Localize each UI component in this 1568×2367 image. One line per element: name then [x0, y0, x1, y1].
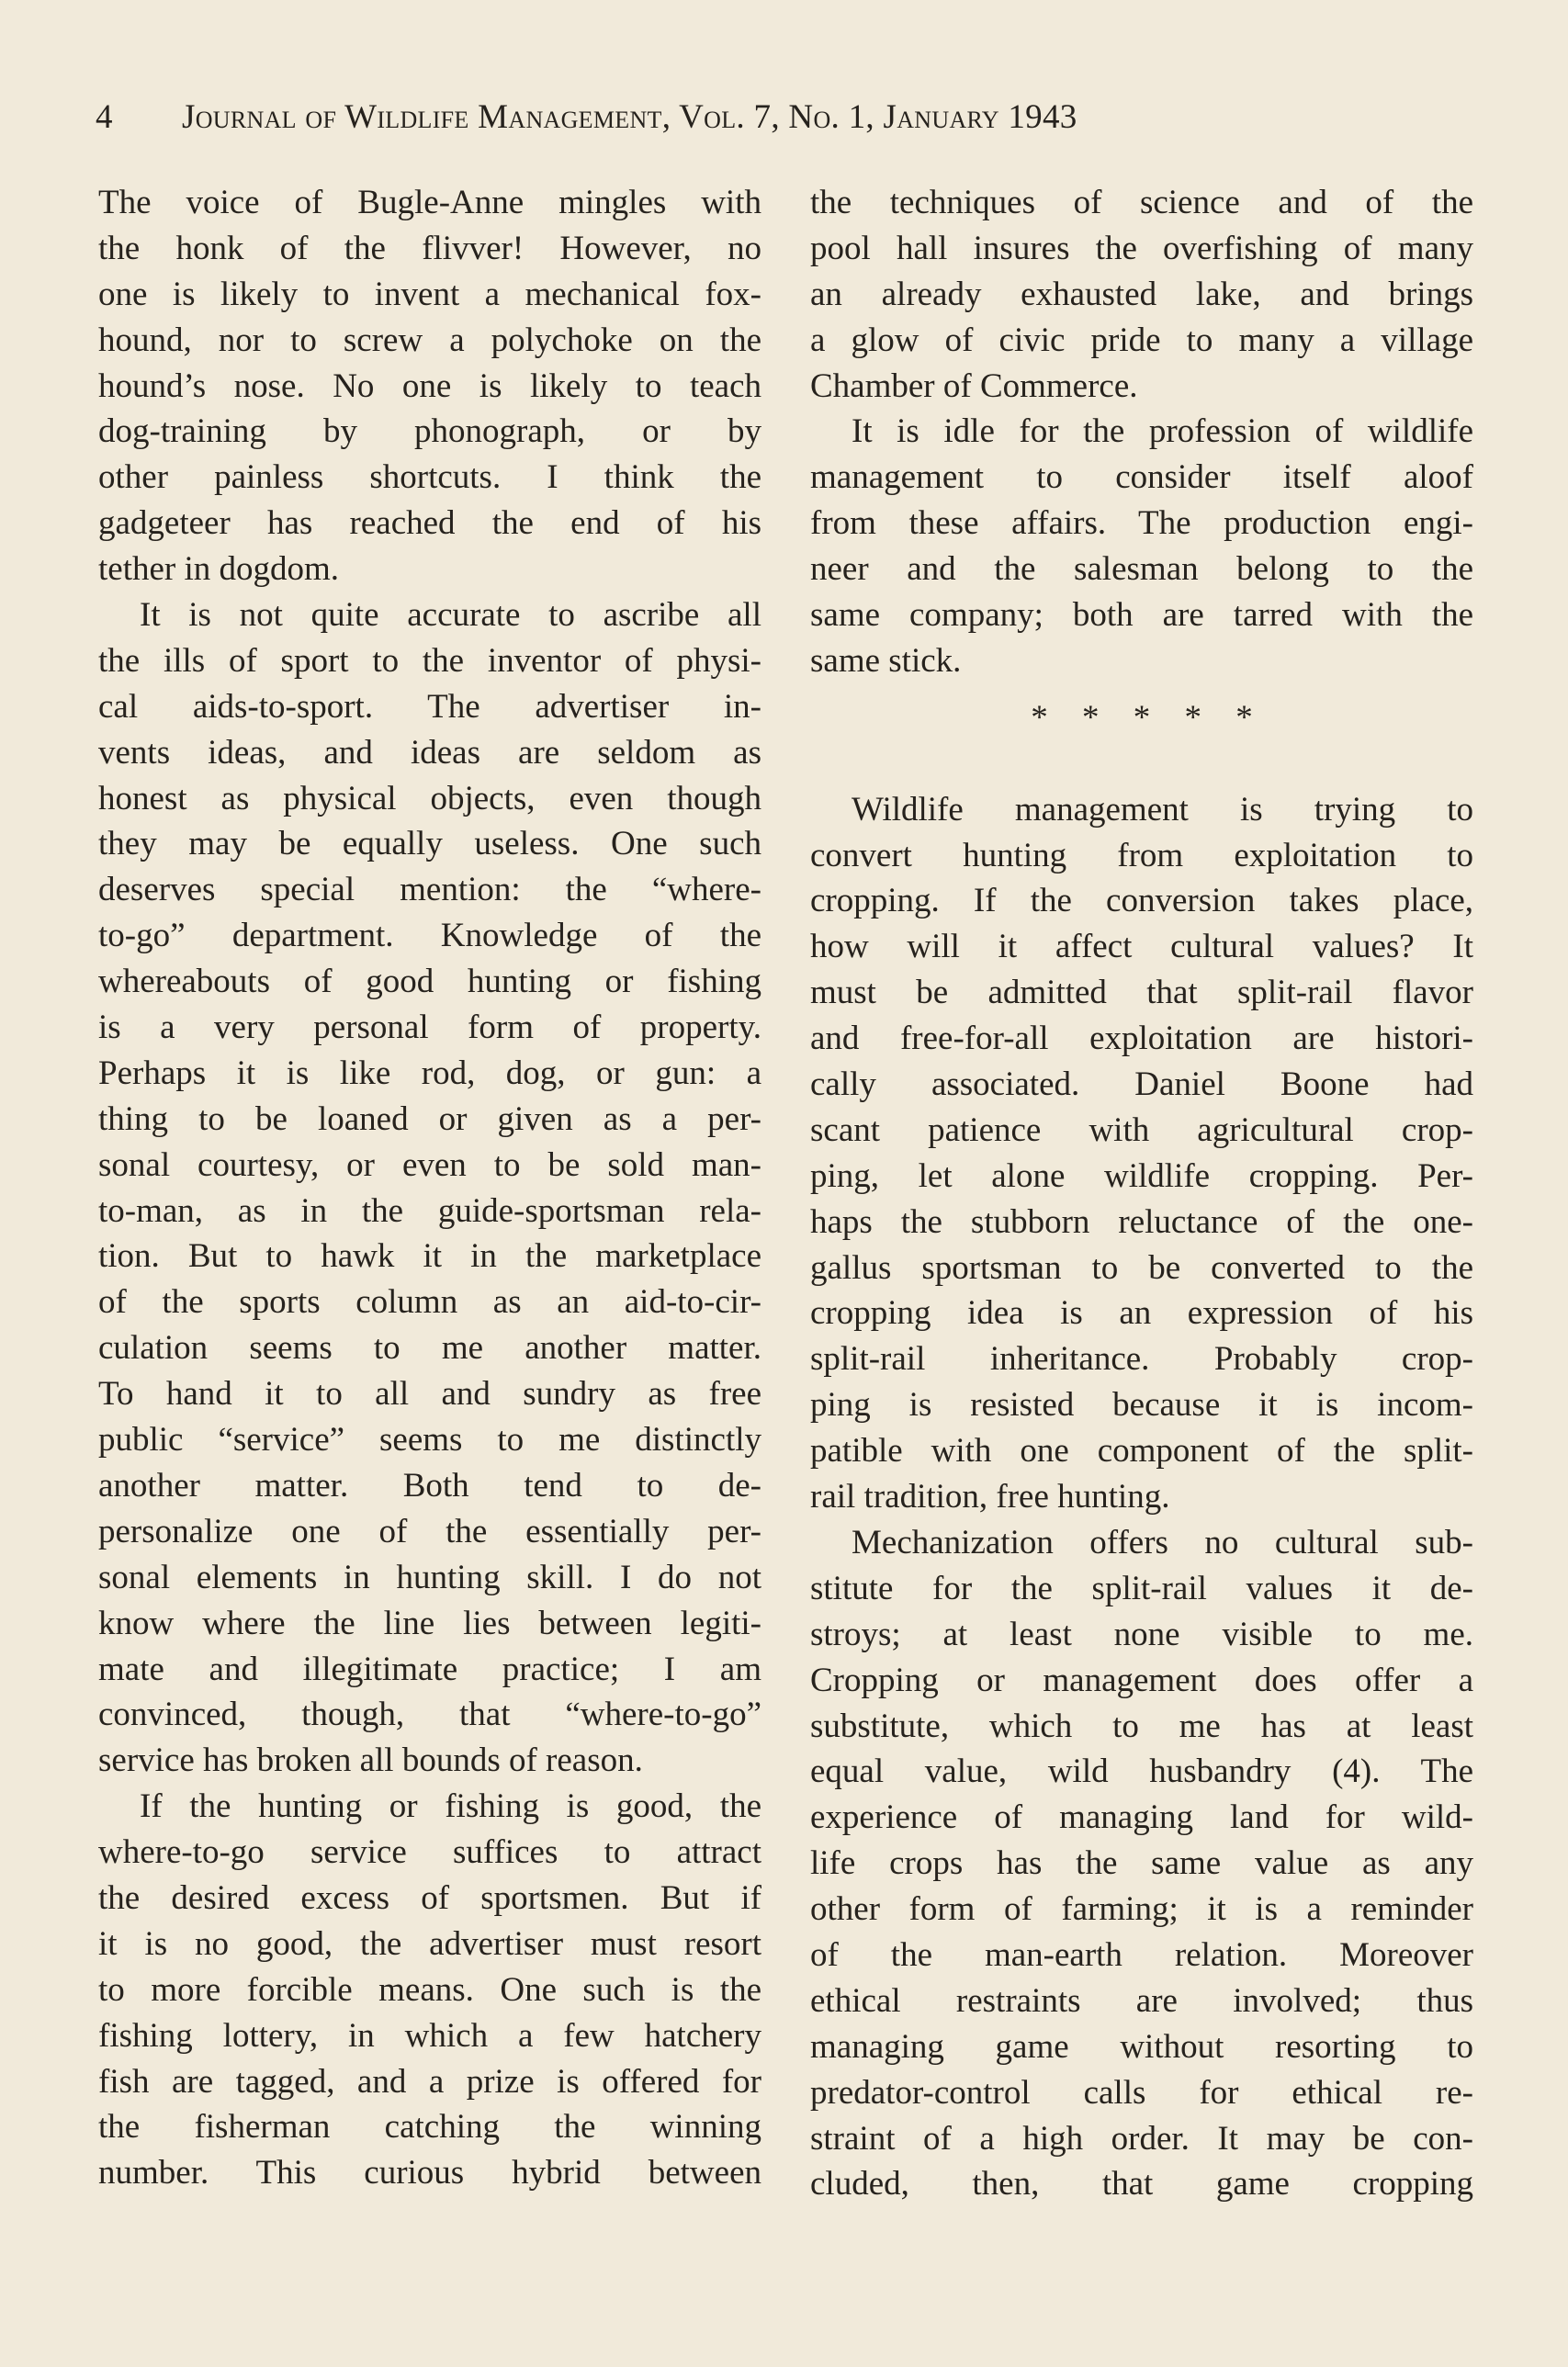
- text-line: other form of farming; it is a reminder: [810, 1890, 1473, 1929]
- text-line: cluded, then, that game cropping: [810, 2165, 1473, 2204]
- text-line: Wildlife management is trying to: [852, 790, 1473, 828]
- text-line: neer and the salesman belong to the: [810, 550, 1473, 589]
- text-line: mate and illegitimate practice; I am: [98, 1650, 761, 1688]
- text-line: another matter. Both tend to de-: [98, 1466, 761, 1505]
- text-line: To hand it to all and sundry as free: [98, 1375, 761, 1414]
- text-line: cropping idea is an expression of his: [810, 1294, 1473, 1333]
- text-line: management to consider itself aloof: [810, 458, 1473, 497]
- text-line: whereabouts of good hunting or fishing: [98, 963, 761, 1001]
- text-line: the desired excess of sportsmen. But if: [98, 1878, 761, 1917]
- text-line: how will it affect cultural values? It: [810, 928, 1473, 966]
- text-line: gallus sportsman to be converted to the: [810, 1248, 1473, 1287]
- text-line: one is likely to invent a mechanical fox-: [98, 275, 761, 313]
- text-line: patible with one component of the split-: [810, 1432, 1473, 1471]
- text-line: number. This curious hybrid between: [98, 2154, 761, 2192]
- text-line: convinced, though, that “where-to-go”: [98, 1696, 761, 1734]
- journal-title: Journal of Wildlife Management, Vol. 7, No. 1, January 1943: [182, 98, 1077, 136]
- text-line: must be admitted that split-rail flavor: [810, 974, 1473, 1012]
- paragraph: [98, 180, 761, 592]
- text-line: Mechanization offers no cultural sub-: [852, 1523, 1473, 1561]
- text-line: the ills of sport to the inventor of physi-: [98, 641, 761, 680]
- paragraph: [98, 1784, 761, 2196]
- text-line: sonal elements in hunting skill. I do not: [98, 1558, 761, 1596]
- text-line: to more forcible means. One such is the: [98, 1970, 761, 2009]
- text-line: substitute, which to me has at least: [810, 1707, 1473, 1745]
- text-line: cally associated. Daniel Boone had: [810, 1065, 1473, 1104]
- text-line: stitute for the split-rail values it de-: [810, 1569, 1473, 1607]
- paragraph: [98, 592, 761, 1784]
- text-line: thing to be loaned or given as a per-: [98, 1099, 761, 1138]
- text-line: ethical restraints are involved; thus: [810, 1981, 1473, 2020]
- text-line: a glow of civic pride to many a village: [810, 321, 1473, 359]
- text-line: rail tradition, free hunting.: [810, 1478, 1170, 1516]
- text-line: dog-training by phonograph, or by: [98, 412, 761, 451]
- text-line: If the hunting or fishing is good, the: [140, 1787, 761, 1826]
- text-line: fish are tagged, and a prize is offered for: [98, 2062, 761, 2101]
- text-line: split-rail inheritance. Probably crop-: [810, 1340, 1473, 1379]
- text-line: to-man, as in the guide-sportsman rela-: [98, 1191, 761, 1230]
- text-line: of the sports column as an aid-to-cir-: [98, 1283, 761, 1322]
- text-line: of the man-earth relation. Moreover: [810, 1935, 1473, 1974]
- text-line: honest as physical objects, even though: [98, 779, 761, 817]
- text-line: sonal courtesy, or even to be sold man-: [98, 1145, 761, 1184]
- text-line: public “service” seems to me distinctly: [98, 1421, 761, 1460]
- text-line: an already exhausted lake, and brings: [810, 275, 1473, 313]
- text-line: It is idle for the profession of wildlife: [852, 412, 1473, 451]
- text-line: is a very personal form of property.: [98, 1009, 761, 1047]
- text-line: equal value, wild husbandry (4). The: [810, 1753, 1473, 1791]
- text-line: same stick.: [810, 641, 962, 680]
- paragraph: [810, 787, 1473, 1520]
- text-line: deserves special mention: the “where-: [98, 871, 761, 909]
- text-line: the fisherman catching the winning: [98, 2108, 761, 2147]
- text-line: tion. But to hawk it in the marketplace: [98, 1237, 761, 1276]
- text-line: vents ideas, and ideas are seldom as: [98, 733, 761, 772]
- text-line: hound, nor to screw a polychoke on the: [98, 321, 761, 359]
- section-separator: * * * * *: [1031, 698, 1266, 737]
- text-line: managing game without resorting to: [810, 2027, 1473, 2066]
- text-line: where-to-go service suffices to attract: [98, 1833, 761, 1872]
- text-line: the techniques of science and of the: [810, 184, 1473, 221]
- text-line: tether in dogdom.: [98, 550, 340, 589]
- text-line: it is no good, the advertiser must resort: [98, 1924, 761, 1963]
- text-line: stroys; at least none visible to me.: [810, 1615, 1473, 1653]
- text-line: pool hall insures the overfishing of many: [810, 229, 1473, 267]
- paragraph: [810, 180, 1473, 409]
- text-line: fishing lottery, in which a few hatchery: [98, 2016, 761, 2055]
- text-line: straint of a high order. It may be con-: [810, 2119, 1473, 2158]
- text-line: service has broken all bounds of reason.: [98, 1741, 643, 1780]
- text-line: ping is resisted because it is incom-: [810, 1386, 1473, 1425]
- text-line: to-go” department. Knowledge of the: [98, 917, 761, 955]
- text-line: The voice of Bugle-Anne mingles with: [98, 184, 761, 221]
- text-line: Perhaps it is like rod, dog, or gun: a: [98, 1054, 761, 1092]
- text-line: predator-control calls for ethical re-: [810, 2073, 1473, 2112]
- text-line: life crops has the same value as any: [810, 1844, 1473, 1883]
- text-line: Chamber of Commerce.: [810, 366, 1138, 405]
- text-line: they may be equally useless. One such: [98, 825, 761, 863]
- left-column: [98, 180, 761, 2196]
- right-column: [810, 180, 1473, 2207]
- text-line: other painless shortcuts. I think the: [98, 458, 761, 497]
- text-line: cropping. If the conversion takes place,: [810, 882, 1473, 920]
- text-line: Cropping or management does offer a: [810, 1661, 1473, 1699]
- text-line: cal aids-to-sport. The advertiser in-: [98, 687, 761, 726]
- running-head: [96, 90, 1423, 145]
- paragraph: [810, 409, 1473, 683]
- text-line: experience of managing land for wild-: [810, 1798, 1473, 1837]
- text-line: the honk of the flivver! However, no: [98, 229, 761, 267]
- text-line: ping, let alone wildlife cropping. Per-: [810, 1156, 1473, 1195]
- page-number: 4: [96, 98, 113, 136]
- text-line: It is not quite accurate to ascribe all: [140, 596, 761, 635]
- text-line: personalize one of the essentially per-: [98, 1512, 761, 1550]
- paragraph: [810, 1520, 1473, 2207]
- text-line: hound’s nose. No one is likely to teach: [98, 366, 761, 405]
- text-line: gadgeteer has reached the end of his: [98, 504, 761, 543]
- text-line: convert hunting from exploitation to: [810, 836, 1473, 874]
- text-line: from these affairs. The production engi-: [810, 504, 1473, 543]
- text-line: culation seems to me another matter.: [98, 1329, 761, 1368]
- text-line: know where the line lies between legiti-: [98, 1604, 761, 1642]
- text-line: same company; both are tarred with the: [810, 596, 1473, 635]
- text-line: scant patience with agricultural crop-: [810, 1110, 1473, 1149]
- text-line: and free-for-all exploitation are histori-: [810, 1020, 1473, 1058]
- text-line: haps the stubborn reluctance of the one-: [810, 1202, 1473, 1241]
